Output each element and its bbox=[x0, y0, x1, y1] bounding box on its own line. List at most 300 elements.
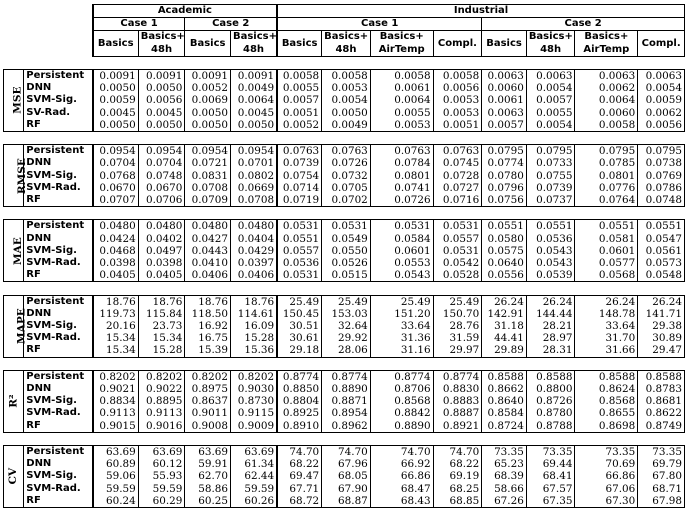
value-cell: 0.0714 bbox=[277, 182, 322, 194]
model-name: Persistent bbox=[24, 70, 93, 83]
group-industrial: Industrial bbox=[277, 5, 684, 18]
value-cell: 0.0406 bbox=[185, 269, 231, 282]
value-cell: 68.72 bbox=[277, 495, 322, 508]
model-name: SVM-Sig. bbox=[24, 245, 93, 257]
column-header: Compl. bbox=[433, 31, 482, 56]
value-cell: 0.0468 bbox=[93, 245, 139, 257]
table-row bbox=[4, 308, 685, 320]
value-cell: 0.0531 bbox=[433, 245, 482, 257]
column-header bbox=[322, 31, 371, 56]
value-cell: 60.89 bbox=[93, 458, 139, 470]
value-cell: 0.0091 bbox=[230, 70, 277, 83]
case-industrial-2: Case 2 bbox=[482, 18, 685, 31]
value-cell: 0.0705 bbox=[322, 182, 371, 194]
value-cell: 0.0738 bbox=[638, 157, 685, 169]
value-cell: 0.9113 bbox=[93, 407, 139, 419]
value-cell: 0.0427 bbox=[185, 233, 231, 245]
value-cell: 0.0801 bbox=[575, 170, 638, 182]
value-cell: 26.24 bbox=[575, 295, 638, 308]
value-cell: 0.8850 bbox=[277, 383, 322, 395]
value-cell: 0.0053 bbox=[370, 119, 433, 132]
value-cell: 0.8783 bbox=[638, 383, 685, 395]
value-cell: 0.0748 bbox=[138, 170, 185, 182]
model-name: RF bbox=[24, 420, 93, 433]
value-cell: 69.19 bbox=[433, 470, 482, 482]
value-cell: 0.0702 bbox=[322, 194, 371, 207]
value-cell: 0.0719 bbox=[277, 194, 322, 207]
table-row bbox=[4, 107, 685, 119]
value-cell: 68.85 bbox=[433, 495, 482, 508]
value-cell: 28.06 bbox=[322, 344, 371, 357]
value-cell: 142.91 bbox=[482, 308, 527, 320]
value-cell: 0.8655 bbox=[575, 407, 638, 419]
value-cell: 0.0801 bbox=[370, 170, 433, 182]
value-cell: 0.8724 bbox=[482, 420, 527, 433]
value-cell: 0.0056 bbox=[138, 94, 185, 106]
value-cell: 0.0551 bbox=[526, 220, 575, 233]
metric-label-text: RMSE bbox=[15, 157, 28, 194]
value-cell: 23.73 bbox=[138, 320, 185, 332]
value-cell: 74.70 bbox=[322, 446, 371, 459]
value-cell: 0.0091 bbox=[185, 70, 231, 83]
value-cell: 0.8774 bbox=[433, 370, 482, 383]
value-cell: 18.76 bbox=[93, 295, 139, 308]
value-cell: 0.0063 bbox=[482, 70, 527, 83]
model-name: Persistent bbox=[24, 295, 93, 308]
value-cell: 28.76 bbox=[433, 320, 482, 332]
value-cell: 0.0728 bbox=[433, 170, 482, 182]
table-row bbox=[4, 483, 685, 495]
value-cell: 30.51 bbox=[277, 320, 322, 332]
table-row bbox=[4, 295, 685, 308]
value-cell: 0.8749 bbox=[638, 420, 685, 433]
value-cell: 15.34 bbox=[138, 332, 185, 344]
value-cell: 59.59 bbox=[230, 483, 277, 495]
value-cell: 0.8622 bbox=[638, 407, 685, 419]
column-header bbox=[575, 31, 638, 56]
value-cell: 0.0063 bbox=[482, 107, 527, 119]
value-cell: 0.0557 bbox=[277, 245, 322, 257]
value-cell: 0.0543 bbox=[370, 269, 433, 282]
value-cell: 68.22 bbox=[433, 458, 482, 470]
column-header: Basics bbox=[93, 31, 139, 56]
value-cell: 0.0551 bbox=[575, 220, 638, 233]
table-row bbox=[4, 320, 685, 332]
metric-label bbox=[4, 70, 24, 132]
table-row bbox=[4, 458, 685, 470]
value-cell: 0.0755 bbox=[526, 170, 575, 182]
value-cell: 67.96 bbox=[322, 458, 371, 470]
value-cell: 74.70 bbox=[277, 446, 322, 459]
value-cell: 0.0543 bbox=[526, 245, 575, 257]
value-cell: 63.69 bbox=[185, 446, 231, 459]
value-cell: 31.70 bbox=[575, 332, 638, 344]
table-row bbox=[4, 395, 685, 407]
value-cell: 0.8780 bbox=[526, 407, 575, 419]
value-cell: 0.0405 bbox=[93, 269, 139, 282]
value-cell: 0.0707 bbox=[93, 194, 139, 207]
value-cell: 0.0398 bbox=[138, 257, 185, 269]
model-name: Persistent bbox=[24, 370, 93, 383]
value-cell: 60.24 bbox=[93, 495, 139, 508]
value-cell: 0.0531 bbox=[370, 220, 433, 233]
value-cell: 0.0796 bbox=[482, 182, 527, 194]
value-cell: 0.0727 bbox=[433, 182, 482, 194]
value-cell: 0.9113 bbox=[138, 407, 185, 419]
value-cell: 0.0480 bbox=[138, 220, 185, 233]
table-row bbox=[4, 233, 685, 245]
case-industrial-1: Case 1 bbox=[277, 18, 482, 31]
column-header bbox=[138, 31, 185, 56]
value-cell: 0.9022 bbox=[138, 383, 185, 395]
value-cell: 0.0058 bbox=[575, 119, 638, 132]
value-cell: 28.31 bbox=[526, 344, 575, 357]
value-cell: 73.35 bbox=[482, 446, 527, 459]
value-cell: 0.0410 bbox=[185, 257, 231, 269]
value-cell: 58.86 bbox=[185, 483, 231, 495]
value-cell: 0.0754 bbox=[277, 170, 322, 182]
value-cell: 65.23 bbox=[482, 458, 527, 470]
column-header: Basics bbox=[185, 31, 231, 56]
metric-label-text: MSE bbox=[11, 86, 24, 115]
value-cell: 66.86 bbox=[370, 470, 433, 482]
value-cell: 0.0052 bbox=[277, 119, 322, 132]
value-cell: 0.0550 bbox=[322, 245, 371, 257]
value-cell: 0.0443 bbox=[185, 245, 231, 257]
value-cell: 0.0954 bbox=[138, 145, 185, 158]
value-cell: 0.8662 bbox=[482, 383, 527, 395]
results-table bbox=[3, 4, 685, 508]
value-cell: 67.26 bbox=[482, 495, 527, 508]
value-cell: 0.0531 bbox=[277, 269, 322, 282]
value-cell: 0.0581 bbox=[575, 233, 638, 245]
value-cell: 0.0795 bbox=[638, 145, 685, 158]
value-cell: 0.8842 bbox=[370, 407, 433, 419]
value-cell: 29.38 bbox=[638, 320, 685, 332]
value-cell: 0.0954 bbox=[185, 145, 231, 158]
column-header bbox=[230, 31, 277, 56]
value-cell: 0.0739 bbox=[277, 157, 322, 169]
value-cell: 0.0577 bbox=[575, 257, 638, 269]
column-header-line2: AirTemp bbox=[378, 43, 425, 55]
value-cell: 0.0055 bbox=[370, 107, 433, 119]
value-cell: 0.0531 bbox=[433, 220, 482, 233]
value-cell: 16.92 bbox=[185, 320, 231, 332]
value-cell: 0.8681 bbox=[638, 395, 685, 407]
corner-blank bbox=[4, 5, 93, 18]
value-cell: 0.0054 bbox=[526, 82, 575, 94]
value-cell: 118.50 bbox=[185, 308, 231, 320]
value-cell: 0.0059 bbox=[93, 94, 139, 106]
value-cell: 0.0708 bbox=[185, 182, 231, 194]
value-cell: 58.66 bbox=[482, 483, 527, 495]
value-cell: 0.0063 bbox=[526, 70, 575, 83]
value-cell: 115.84 bbox=[138, 308, 185, 320]
model-name: DNN bbox=[24, 82, 93, 94]
value-cell: 67.57 bbox=[526, 483, 575, 495]
value-cell: 0.0776 bbox=[575, 182, 638, 194]
value-cell: 0.8588 bbox=[482, 370, 527, 383]
value-cell: 0.0701 bbox=[230, 157, 277, 169]
value-cell: 0.8890 bbox=[322, 383, 371, 395]
value-cell: 0.0539 bbox=[526, 269, 575, 282]
value-cell: 0.9015 bbox=[93, 420, 139, 433]
value-cell: 0.0050 bbox=[230, 119, 277, 132]
column-header-line1: Basics+ bbox=[528, 31, 573, 43]
value-cell: 0.0704 bbox=[93, 157, 139, 169]
value-cell: 0.8706 bbox=[370, 383, 433, 395]
value-cell: 0.0785 bbox=[575, 157, 638, 169]
case-academic-2: Case 2 bbox=[185, 18, 277, 31]
value-cell: 26.24 bbox=[482, 295, 527, 308]
value-cell: 0.0054 bbox=[526, 119, 575, 132]
value-cell: 0.8568 bbox=[370, 395, 433, 407]
value-cell: 0.8202 bbox=[138, 370, 185, 383]
value-cell: 68.05 bbox=[322, 470, 371, 482]
table-row bbox=[4, 94, 685, 106]
value-cell: 0.0050 bbox=[93, 82, 139, 94]
value-cell: 61.34 bbox=[230, 458, 277, 470]
value-cell: 0.0057 bbox=[482, 119, 527, 132]
value-cell: 0.0055 bbox=[277, 82, 322, 94]
value-cell: 0.0737 bbox=[526, 194, 575, 207]
value-cell: 0.8568 bbox=[575, 395, 638, 407]
model-name: RF bbox=[24, 194, 93, 207]
value-cell: 0.0726 bbox=[370, 194, 433, 207]
model-name: SVM-Rad. bbox=[24, 257, 93, 269]
table-row bbox=[4, 194, 685, 207]
value-cell: 0.8588 bbox=[526, 370, 575, 383]
value-cell: 0.0050 bbox=[138, 82, 185, 94]
value-cell: 0.0069 bbox=[185, 94, 231, 106]
value-cell: 0.8887 bbox=[433, 407, 482, 419]
value-cell: 0.8730 bbox=[230, 395, 277, 407]
value-cell: 0.0497 bbox=[138, 245, 185, 257]
value-cell: 18.76 bbox=[230, 295, 277, 308]
section-gap bbox=[4, 432, 685, 445]
value-cell: 60.12 bbox=[138, 458, 185, 470]
value-cell: 148.78 bbox=[575, 308, 638, 320]
value-cell: 0.0057 bbox=[277, 94, 322, 106]
value-cell: 151.20 bbox=[370, 308, 433, 320]
value-cell: 63.69 bbox=[93, 446, 139, 459]
value-cell: 0.8925 bbox=[277, 407, 322, 419]
header-blank bbox=[4, 31, 93, 56]
column-header bbox=[526, 31, 575, 56]
column-header-line1: Basics+ bbox=[584, 31, 629, 43]
value-cell: 0.0402 bbox=[138, 233, 185, 245]
value-cell: 0.9115 bbox=[230, 407, 277, 419]
value-cell: 29.92 bbox=[322, 332, 371, 344]
value-cell: 0.8588 bbox=[575, 370, 638, 383]
value-cell: 0.0050 bbox=[322, 107, 371, 119]
value-cell: 0.0549 bbox=[322, 233, 371, 245]
value-cell: 0.0052 bbox=[185, 82, 231, 94]
value-cell: 0.0060 bbox=[482, 82, 527, 94]
value-cell: 0.0709 bbox=[185, 194, 231, 207]
value-cell: 0.0063 bbox=[638, 70, 685, 83]
metric-label-text: MAE bbox=[11, 237, 24, 265]
value-cell: 68.47 bbox=[370, 483, 433, 495]
section-gap bbox=[4, 132, 685, 145]
table-row bbox=[4, 495, 685, 508]
value-cell: 63.69 bbox=[138, 446, 185, 459]
value-cell: 0.0053 bbox=[322, 82, 371, 94]
section-gap bbox=[4, 357, 685, 370]
table-row bbox=[4, 157, 685, 169]
value-cell: 0.0721 bbox=[185, 157, 231, 169]
value-cell: 16.09 bbox=[230, 320, 277, 332]
value-cell: 0.0045 bbox=[138, 107, 185, 119]
value-cell: 0.8921 bbox=[433, 420, 482, 433]
value-cell: 0.0091 bbox=[93, 70, 139, 83]
value-cell: 30.61 bbox=[277, 332, 322, 344]
value-cell: 0.0670 bbox=[93, 182, 139, 194]
value-cell: 0.0055 bbox=[526, 107, 575, 119]
value-cell: 0.0064 bbox=[370, 94, 433, 106]
value-cell: 0.0536 bbox=[526, 233, 575, 245]
value-cell: 0.0669 bbox=[230, 182, 277, 194]
model-name: Persistent bbox=[24, 220, 93, 233]
group-academic: Academic bbox=[93, 5, 277, 18]
metric-label bbox=[4, 446, 24, 508]
table-row bbox=[4, 420, 685, 433]
value-cell: 0.0764 bbox=[575, 194, 638, 207]
value-cell: 0.0708 bbox=[230, 194, 277, 207]
value-cell: 0.0531 bbox=[277, 220, 322, 233]
table-row bbox=[4, 344, 685, 357]
value-cell: 0.0584 bbox=[370, 233, 433, 245]
value-cell: 0.0397 bbox=[230, 257, 277, 269]
case-academic-1: Case 1 bbox=[93, 18, 185, 31]
value-cell: 0.0050 bbox=[93, 119, 139, 132]
value-cell: 59.59 bbox=[138, 483, 185, 495]
value-cell: 0.8588 bbox=[638, 370, 685, 383]
column-header-line1: Basics+ bbox=[232, 31, 277, 43]
value-cell: 26.24 bbox=[526, 295, 575, 308]
table-row bbox=[4, 407, 685, 419]
value-cell: 0.0091 bbox=[138, 70, 185, 83]
value-cell: 0.0050 bbox=[185, 107, 231, 119]
value-cell: 0.0557 bbox=[433, 233, 482, 245]
value-cell: 0.8202 bbox=[230, 370, 277, 383]
value-cell: 25.49 bbox=[370, 295, 433, 308]
value-cell: 32.64 bbox=[322, 320, 371, 332]
value-cell: 0.9016 bbox=[138, 420, 185, 433]
metric-label bbox=[4, 145, 28, 207]
metric-label-text: R² bbox=[7, 394, 20, 408]
metric-label-text: MAPE bbox=[15, 308, 28, 344]
value-cell: 73.35 bbox=[575, 446, 638, 459]
value-cell: 0.0059 bbox=[638, 94, 685, 106]
value-cell: 0.0531 bbox=[322, 220, 371, 233]
value-cell: 0.0763 bbox=[370, 145, 433, 158]
value-cell: 66.86 bbox=[575, 470, 638, 482]
value-cell: 0.0575 bbox=[482, 245, 527, 257]
value-cell: 0.0733 bbox=[526, 157, 575, 169]
value-cell: 0.0795 bbox=[526, 145, 575, 158]
value-cell: 0.0405 bbox=[138, 269, 185, 282]
value-cell: 28.21 bbox=[526, 320, 575, 332]
value-cell: 0.0716 bbox=[433, 194, 482, 207]
model-name: DNN bbox=[24, 233, 93, 245]
value-cell: 0.0553 bbox=[370, 257, 433, 269]
value-cell: 0.0954 bbox=[230, 145, 277, 158]
value-cell: 0.8834 bbox=[93, 395, 139, 407]
value-cell: 59.91 bbox=[185, 458, 231, 470]
model-name: RF bbox=[24, 119, 93, 132]
table-row bbox=[4, 470, 685, 482]
value-cell: 141.71 bbox=[638, 308, 685, 320]
column-header: Compl. bbox=[638, 31, 685, 56]
value-cell: 0.0769 bbox=[638, 170, 685, 182]
value-cell: 70.69 bbox=[575, 458, 638, 470]
value-cell: 0.0480 bbox=[93, 220, 139, 233]
value-cell: 0.0739 bbox=[526, 182, 575, 194]
value-cell: 0.0763 bbox=[277, 145, 322, 158]
value-cell: 0.0060 bbox=[575, 107, 638, 119]
column-header: Basics bbox=[482, 31, 527, 56]
value-cell: 0.0548 bbox=[638, 269, 685, 282]
value-cell: 0.8698 bbox=[575, 420, 638, 433]
value-cell: 66.92 bbox=[370, 458, 433, 470]
value-cell: 0.0050 bbox=[138, 119, 185, 132]
table-row bbox=[4, 70, 685, 83]
value-cell: 0.8800 bbox=[526, 383, 575, 395]
table-row bbox=[4, 145, 685, 158]
value-cell: 31.16 bbox=[370, 344, 433, 357]
value-cell: 0.0795 bbox=[575, 145, 638, 158]
value-cell: 0.0062 bbox=[638, 107, 685, 119]
value-cell: 0.8584 bbox=[482, 407, 527, 419]
value-cell: 0.0058 bbox=[433, 70, 482, 83]
table-row bbox=[4, 370, 685, 383]
value-cell: 0.0053 bbox=[433, 107, 482, 119]
value-cell: 29.89 bbox=[482, 344, 527, 357]
value-cell: 0.0670 bbox=[138, 182, 185, 194]
column-header-line1: Basics+ bbox=[324, 31, 369, 43]
table-row bbox=[4, 220, 685, 233]
value-cell: 31.66 bbox=[575, 344, 638, 357]
value-cell: 0.0954 bbox=[93, 145, 139, 158]
value-cell: 15.34 bbox=[93, 344, 139, 357]
model-name: DNN bbox=[24, 383, 93, 395]
value-cell: 0.8895 bbox=[138, 395, 185, 407]
value-cell: 0.0061 bbox=[482, 94, 527, 106]
value-cell: 0.0057 bbox=[526, 94, 575, 106]
value-cell: 0.8890 bbox=[370, 420, 433, 433]
value-cell: 68.87 bbox=[322, 495, 371, 508]
value-cell: 28.97 bbox=[526, 332, 575, 344]
value-cell: 68.41 bbox=[526, 470, 575, 482]
value-cell: 0.0580 bbox=[482, 233, 527, 245]
value-cell: 0.8202 bbox=[185, 370, 231, 383]
value-cell: 0.0795 bbox=[482, 145, 527, 158]
value-cell: 15.28 bbox=[138, 344, 185, 357]
value-cell: 0.0053 bbox=[433, 94, 482, 106]
value-cell: 150.45 bbox=[277, 308, 322, 320]
value-cell: 60.26 bbox=[230, 495, 277, 508]
value-cell: 20.16 bbox=[93, 320, 139, 332]
value-cell: 119.73 bbox=[93, 308, 139, 320]
value-cell: 0.8726 bbox=[526, 395, 575, 407]
table-row bbox=[4, 82, 685, 94]
value-cell: 74.70 bbox=[433, 446, 482, 459]
model-name: SVM-Sig. bbox=[24, 170, 93, 182]
value-cell: 0.8774 bbox=[277, 370, 322, 383]
value-cell: 0.0054 bbox=[322, 94, 371, 106]
value-cell: 29.18 bbox=[277, 344, 322, 357]
